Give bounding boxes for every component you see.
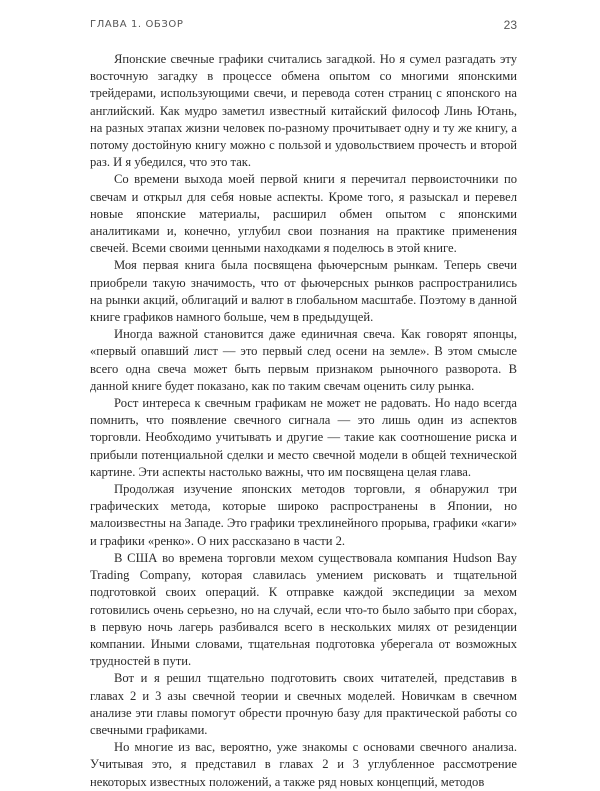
paragraph: Рост интереса к свечным графикам не может не радовать. Но надо всегда помнить, что появление свечного сигнала — это лишь один из аспектов торговли. Необходимо учитывать и другие — такие как соотношение риска и прибыли потенциальной сделки и место свечной модели в общей технической картине. Эти аспекты настолько важны, что им посвящена целая глава.: [90, 396, 517, 479]
paragraph: Но многие из вас, вероятно, уже знакомы с основами свечного анализа. Учитывая это, я представил в главах 2 и 3 углубленное рассмотрение некоторых известных положений, а также ряд новых концепций, методов: [90, 740, 517, 789]
paragraph: Вот и я решил тщательно подготовить своих читателей, представив в главах 2 и 3 азы свечной теории и свечных моделей. Новичкам в свечном анализе эти главы помогут обрести прочную базу для практической работы со свечными графиками.: [90, 671, 517, 737]
paragraph: Моя первая книга была посвящена фьючерсным рынкам. Теперь свечи приобрели такую значимость, что от фьючерсных рынков распространились на рынки акций, облигаций и валют в глобальном масштабе. Поэтому в данной книге графиков намного больше, чем в предыдущей.: [90, 258, 517, 325]
chapter-title: ГЛАВА 1. ОБЗОР: [90, 19, 184, 30]
paragraph: Со времени выхода моей первой книги я перечитал первоисточники по свечам и открыл для себя новые аспекты. Кроме того, я разыскал и перевел новые японские материалы, расширил обмен опытом с японскими аналитиками и, конечно, углубил свои познания на практике применения свечей. Всеми своими ценными находками я поделюсь в этой книге.: [90, 172, 517, 256]
paragraph: Японские свечные графики считались загадкой. Но я сумел разгадать эту восточную загадку в процессе обмена опытом со многими японскими трейдерами, использующими свечи, и перевода сотен страниц с японского на английский. Как мудро заметил известный китайский философ Линь Ютань, на разных этапах жизни человек по-разному прочитывает одну и ту же книгу, а потому достойную книгу можно с пользой и удовольствием прочесть и второй раз. И я убедился, что это так.: [90, 52, 517, 170]
paragraph: Иногда важной становится даже единичная свеча. Как говорят японцы, «первый опавший лист — это первый след осени на земле». В этом смысле всего одна свеча может быть первым признаком рыночного разворота. В данной книге будет показано, как по таким свечам оценить силу рынка.: [90, 327, 517, 393]
paragraph: В США во времена торговли мехом существовала компания Hudson Bay Trading Company, которая славилась умением рисковать и тщательной подготовкой своих операций. К отправке каждой экспедиции за мехом готовились очень серьезно, но на случай, если что-то было забыто при сборах, в первую ночь лагерь разбивался всего в нескольких милях от резиденции компании. Иными словами, тщательная подготовка уберегала от возможных трудностей в пути.: [90, 550, 517, 669]
running-head: [90, 19, 517, 33]
page-number: 23: [503, 18, 517, 32]
body-text: [90, 51, 517, 791]
paragraph: Продолжая изучение японских методов торговли, я обнаружил три графических метода, которые широко распространены в Японии, но малоизвестны на Западе. Это графики трехлинейного прорыва, графики «каги» и графики «ренко». О них рассказано в части 2.: [90, 482, 517, 548]
